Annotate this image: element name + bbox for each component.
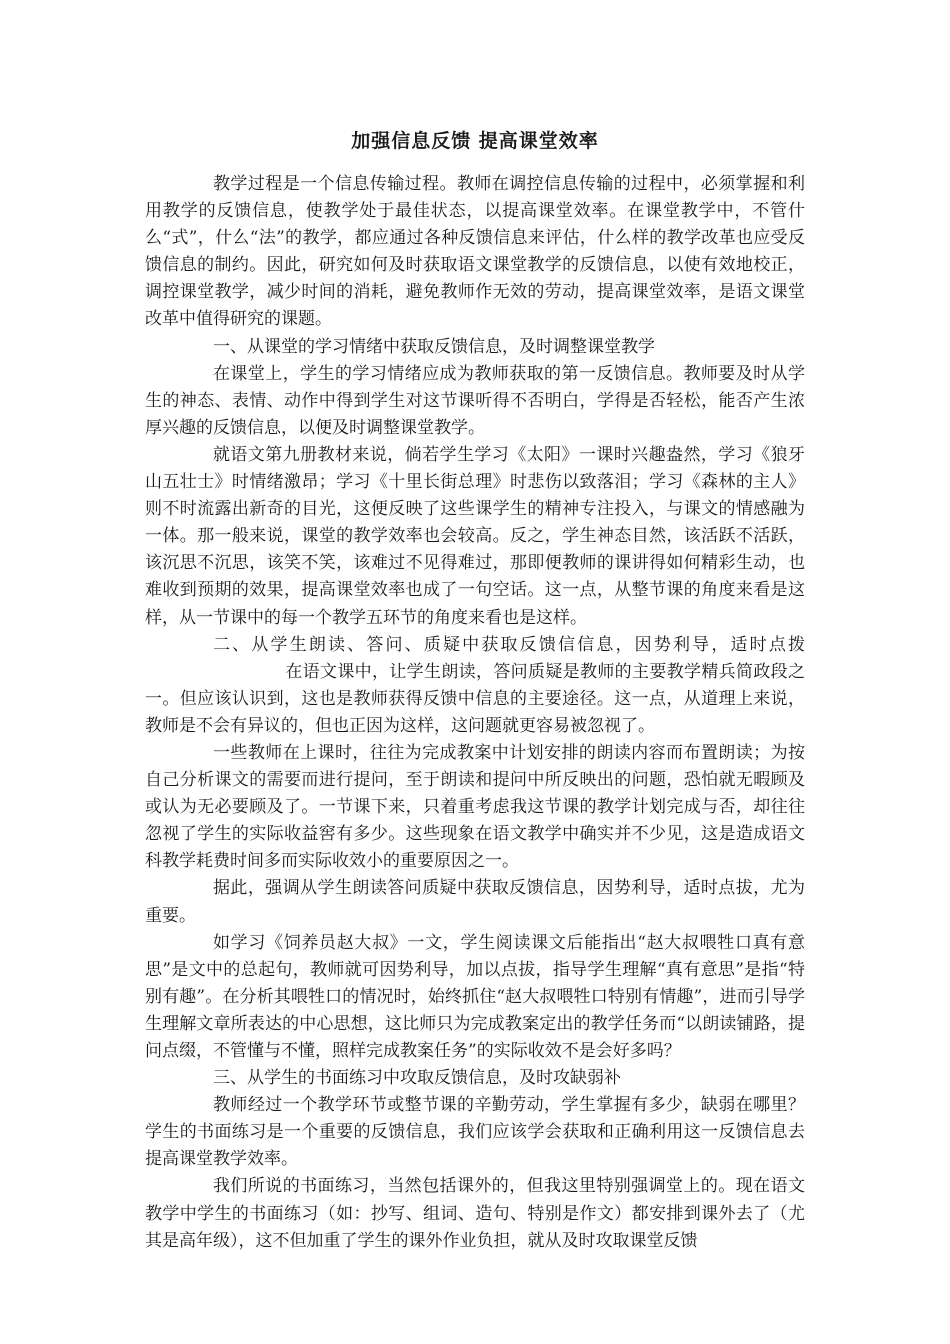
document-title: 加强信息反馈 提高课堂效率	[351, 130, 599, 152]
section-heading-2-block	[145, 632, 805, 740]
paragraph: 如学习《饲养员赵大叔》一文，学生阅读课文后能指出“赵大叔喂牲口真有意思”是文中的总起句，教师就可因势利导，加以点拔，指导学生理解“真有意思”是指“特别有趣”。在分析其喂牲口的情况时，始终抓住“赵大叔喂牲口特别有情趣”，进而引导学生理解文章所表达的中心思想，这比师只为完成教案定出的教学任务而“以朗读铺路，提问点缀，不管懂与不懂，照样完成教案任务”的实际收效不是会好多吗？	[145, 932, 805, 1061]
paragraph: 据此，强调从学生朗读答问质疑中获取反馈信息，因势利导，适时点拔，尤为重要。	[145, 878, 805, 926]
paragraph: 在课堂上，学生的学习情绪应成为教师获取的第一反馈信息。教师要及时从学生的神态、表情、动作中得到学生对这节课听得不否明白，学得是否轻松，能否产生浓厚兴趣的反馈信息，以便及时调整课堂教学。	[145, 363, 805, 438]
paragraph: 就语文第九册教材来说，倘若学生学习《太阳》一课时兴趣盎然，学习《狼牙山五壮士》时情绪激昂；学习《十里长街总理》时悲伤以致落泪；学习《森林的主人》则不时流露出新奇的目光，这便反映了这些课学生的精神专注投入，与课文的情感融为一体。那一般来说，课堂的教学效率也会较高。反之，学生神态目然，该活跃不活跃，该沉思不沉思，该笑不笑，该难过不见得难过，那即便教师的课讲得如何精彩生动，也难收到预期的效果，提高课堂效率也成了一句空话。这一点，从整节课的角度来看是这样，从一节课中的每一个教学五环节的角度来看也是这样。	[145, 444, 805, 628]
paragraph-intro: 教学过程是一个信息传输过程。教师在调控信息传输的过程中，必须掌握和利用教学的反馈信息，使教学处于最佳状态，以提高课堂效率。在课堂教学中，不管什么“式”，什么“法”的教学，都应通过各种反馈信息来评估，什么样的教学改革也应受反馈信息的制约。因此，研究如何及时获取语文课堂教学的反馈信息，以使有效地校正，调控课堂教学，减少时间的消耗，避免教师作无效的劳动，提高课堂效率，是语文课堂改革中值得研究的课题。	[145, 174, 805, 330]
paragraph-inline: 在语文课中，让学生朗读，答问质疑是教师的主要教学精兵简政段之一。但应该认识到，这也是教师获得反馈中信息的主要途径。这一点，从道理上来说，教师是不会有异议的，但也正因为这样，这问题就更容易被忽视了。	[145, 661, 805, 736]
paragraph: 教师经过一个教学环节或整节课的辛勤劳动，学生掌握有多少，缺弱在哪里？学生的书面练习是一个重要的反馈信息，我们应该学会获取和正确利用这一反馈信息去提高课堂教学效率。	[145, 1095, 805, 1170]
paragraph: 我们所说的书面练习，当然包括课外的，但我这里特别强调堂上的。现在语文教学中学生的书面练习（如：抄写、组词、造句、特别是作文）都安排到课外去了（尤其是高年级），这不但加重了学生的课外作业负担，就从及时攻取课堂反馈	[145, 1176, 805, 1251]
section-heading-2: 二、从学生朗读、答问、质疑中获取反馈信信息，因势利导，适时点拨	[213, 634, 805, 655]
section-heading-1: 一、从课堂的学习情绪中获取反馈信息，及时调整课堂教学	[213, 336, 655, 357]
paragraph: 一些教师在上课时，往往为完成教案中计划安排的朗读内容而布置朗读；为按自己分析课文的需要而进行提问，至于朗读和提问中所反映出的问题，恐怕就无暇顾及或认为无必要顾及了。一节课下来，只着重考虑我这节课的教学计划完成与否，却往往忽视了学生的实际收益窖有多少。这些现象在语文教学中确实并不少见，这是造成语文科教学耗费时间多而实际收效小的重要原因之一。	[145, 742, 805, 872]
section-heading-3: 三、从学生的书面练习中攻取反馈信息，及时攻缺弱补	[213, 1068, 621, 1089]
document-body	[145, 171, 805, 1255]
